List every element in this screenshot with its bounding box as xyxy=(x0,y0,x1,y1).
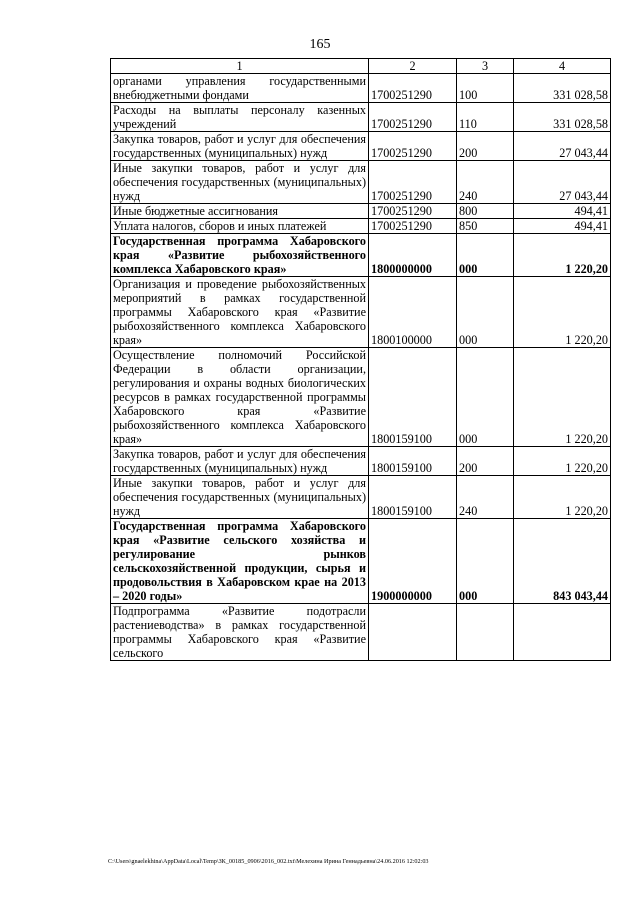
table-row xyxy=(111,161,611,204)
row-code-cell: 1700251290 xyxy=(369,161,457,204)
table-row xyxy=(111,103,611,132)
page-number: 165 xyxy=(309,37,331,52)
row-code-cell: 1800159100 xyxy=(369,476,457,519)
row-type-cell: 000 xyxy=(457,234,514,277)
row-code-cell: 1700251290 xyxy=(369,103,457,132)
table-row xyxy=(111,219,611,234)
table-row xyxy=(111,519,611,604)
table-row xyxy=(111,132,611,161)
row-type-cell: 850 xyxy=(457,219,514,234)
row-name-cell: Иные бюджетные ассигнования xyxy=(111,204,369,219)
row-code-cell: 1800100000 xyxy=(369,277,457,348)
table-row xyxy=(111,604,611,661)
table-row xyxy=(111,476,611,519)
table-row xyxy=(111,234,611,277)
header-cell: 4 xyxy=(514,59,611,74)
row-name-cell: органами управления государственными внебюджетными фондами xyxy=(111,74,369,103)
row-sum-cell: 331 028,58 xyxy=(514,103,611,132)
row-type-cell: 110 xyxy=(457,103,514,132)
row-code-cell: 1800159100 xyxy=(369,447,457,476)
row-name-cell: Государственная программа Хабаровского края «Развитие сельского хозяйства и регулирование рынков сельскохозяйственной продукции, сырья и продовольствия в Хабаровском крае на 2013 – 2020 годы» xyxy=(111,519,369,604)
header-cell: 2 xyxy=(369,59,457,74)
row-type-cell: 240 xyxy=(457,476,514,519)
row-name-cell: Государственная программа Хабаровского края «Развитие рыбохозяйственного комплекса Хабаровского края» xyxy=(111,234,369,277)
row-sum-cell: 1 220,20 xyxy=(514,234,611,277)
row-sum-cell: 494,41 xyxy=(514,219,611,234)
row-sum-cell: 843 043,44 xyxy=(514,519,611,604)
row-type-cell: 000 xyxy=(457,519,514,604)
row-code-cell: 1700251290 xyxy=(369,219,457,234)
row-name-cell: Уплата налогов, сборов и иных платежей xyxy=(111,219,369,234)
table-row xyxy=(111,74,611,103)
row-name-cell: Закупка товаров, работ и услуг для обеспечения государственных (муниципальных) нужд xyxy=(111,447,369,476)
header-cell: 1 xyxy=(111,59,369,74)
row-type-cell: 100 xyxy=(457,74,514,103)
row-sum-cell: 1 220,20 xyxy=(514,348,611,447)
file-path-footer: C:\Users\gnaelekhina\AppData\Local\Temp\ЗК_00185_0906\2016_002.txt\Мелехина Ирина Геннадьевна\24.06.2016 12:02:03 xyxy=(108,858,429,865)
row-sum-cell: 1 220,20 xyxy=(514,447,611,476)
row-sum-cell: 27 043,44 xyxy=(514,132,611,161)
row-type-cell: 800 xyxy=(457,204,514,219)
table-row xyxy=(111,447,611,476)
row-type-cell: 240 xyxy=(457,161,514,204)
row-type-cell: 200 xyxy=(457,447,514,476)
row-sum-cell: 1 220,20 xyxy=(514,476,611,519)
table-row xyxy=(111,348,611,447)
row-sum-cell: 331 028,58 xyxy=(514,74,611,103)
row-type-cell: 000 xyxy=(457,348,514,447)
row-type-cell xyxy=(457,604,514,661)
row-name-cell: Иные закупки товаров, работ и услуг для обеспечения государственных (муниципальных) нужд xyxy=(111,476,369,519)
table-header-row xyxy=(111,59,611,74)
row-name-cell: Осуществление полномочий Российской Федерации в области организации, регулирования и охраны водных биологических ресурсов в рамках государственной программы Хабаровского края «Развитие рыбохозяйственного комплекса Хабаровского края» xyxy=(111,348,369,447)
row-code-cell: 1700251290 xyxy=(369,204,457,219)
table-row xyxy=(111,277,611,348)
table-row xyxy=(111,204,611,219)
row-code-cell xyxy=(369,604,457,661)
budget-table xyxy=(110,58,611,661)
row-sum-cell: 1 220,20 xyxy=(514,277,611,348)
row-name-cell: Организация и проведение рыбохозяйственных мероприятий в рамках государственной программы Хабаровского края «Развитие рыбохозяйственного комплекса Хабаровского края» xyxy=(111,277,369,348)
row-code-cell: 1800159100 xyxy=(369,348,457,447)
row-type-cell: 000 xyxy=(457,277,514,348)
row-name-cell: Закупка товаров, работ и услуг для обеспечения государственных (муниципальных) нужд xyxy=(111,132,369,161)
header-cell: 3 xyxy=(457,59,514,74)
row-type-cell: 200 xyxy=(457,132,514,161)
row-name-cell: Расходы на выплаты персоналу казенных учреждений xyxy=(111,103,369,132)
row-code-cell: 1900000000 xyxy=(369,519,457,604)
row-code-cell: 1800000000 xyxy=(369,234,457,277)
row-sum-cell: 27 043,44 xyxy=(514,161,611,204)
row-name-cell: Иные закупки товаров, работ и услуг для обеспечения государственных (муниципальных) нужд xyxy=(111,161,369,204)
row-sum-cell: 494,41 xyxy=(514,204,611,219)
row-code-cell: 1700251290 xyxy=(369,74,457,103)
row-name-cell: Подпрограмма «Развитие подотрасли растениеводства» в рамках государственной программы Хабаровского края «Развитие сельского xyxy=(111,604,369,661)
row-code-cell: 1700251290 xyxy=(369,132,457,161)
row-sum-cell xyxy=(514,604,611,661)
